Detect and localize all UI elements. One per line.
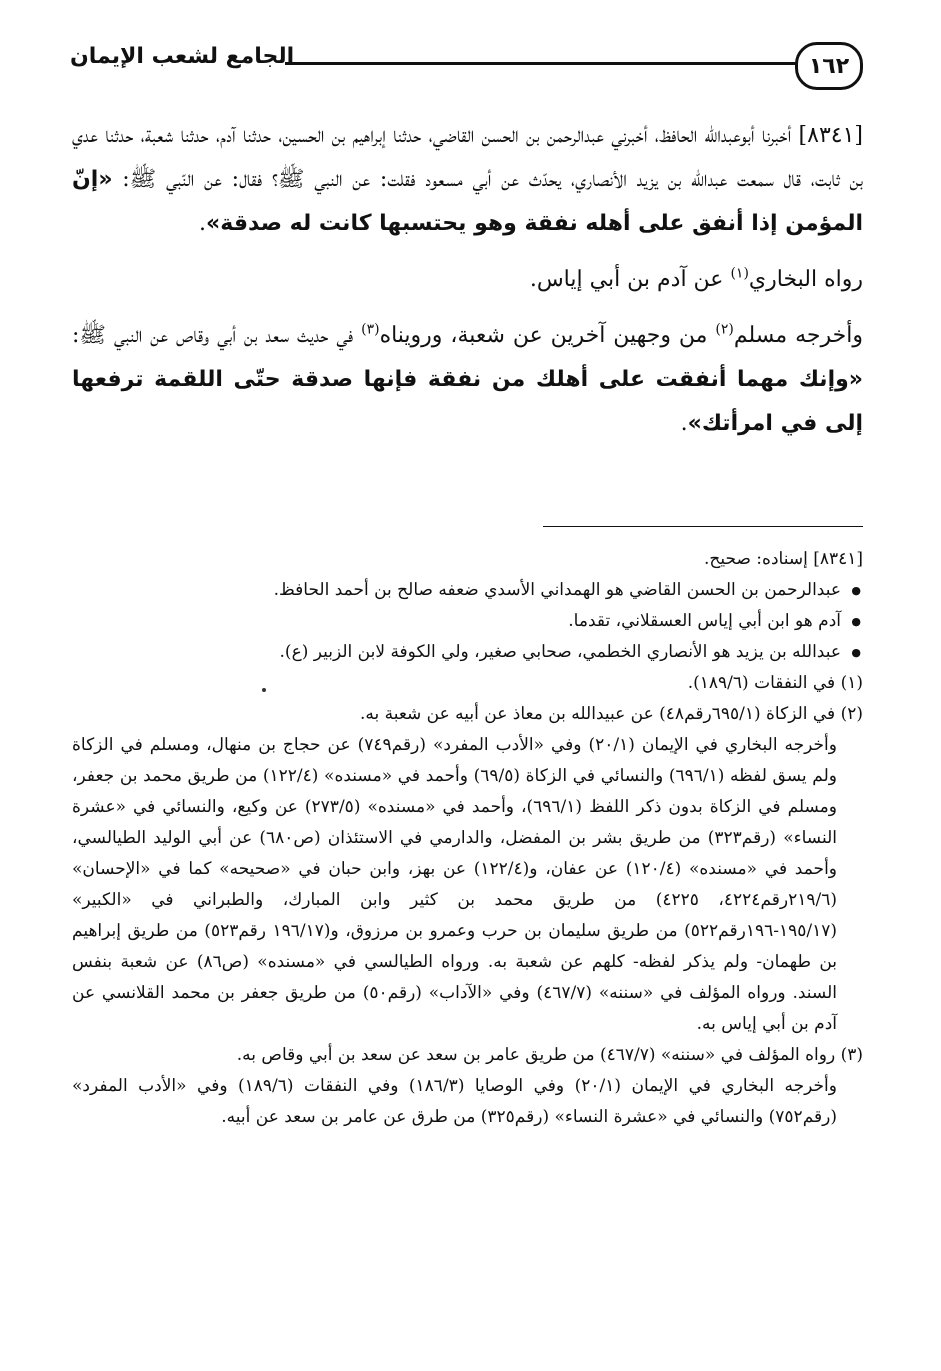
footnotes (72, 544, 863, 1133)
page-header (70, 40, 863, 96)
narrator-note: ● عبدالله بن يزيد هو الأنصاري الخطمي، صحابي صغير، ولي الكوفة لابن الزبير (ع). (72, 637, 841, 668)
footnote-3-head: (٣) رواه المؤلف في «سننه» (٤٦٧/٧) من طريق عامر بن سعد عن سعد بن أبي وقاص به. (236, 1045, 863, 1065)
footnote-ref-3[interactable]: (٣) (361, 321, 380, 338)
main-text (72, 114, 863, 458)
isnad-note: [٨٣٤١] إسناده: صحيح. (703, 549, 863, 569)
muslim-end: . (680, 411, 688, 436)
narrator-note: ● عبدالرحمن بن الحسن القاضي هو الهمداني الأسدي ضعفه صالح بن أحمد الحافظ. (72, 575, 841, 606)
hadith-paragraph (72, 114, 863, 246)
header-divider (285, 62, 801, 65)
narrator-note: ● آدم هو ابن أبي إياس العسقلاني، تقدما. (72, 606, 841, 637)
bukhari-text-end: عن آدم بن أبي إياس. (529, 267, 724, 292)
print-speck (262, 688, 266, 692)
footnote-1: (١) في النفقات (١٨٩/٦). (687, 673, 863, 693)
muslim-text-2: من وجهين آخرين عن شعبة، ورويناه (379, 323, 708, 348)
footnote-ref-2[interactable]: (٢) (715, 321, 734, 338)
page-number: ١٦٢ (795, 42, 863, 90)
footnote-2-body: وأخرجه البخاري في الإيمان (٢٠/١) وفي «الأدب المفرد» (رقم٧٤٩) عن حجاج بن منهال، ومسلم في الزكاة ولم يسق لفظه (٦٩٦/١) والنسائي في الزكاة (٦٩/٥) وأحمد في «مسنده» (١٢٢/٤) من طريق محمد بن جعفر، ومسلم في الزكاة بدون ذكر اللفظ (٦٩٦/١)، وأحمد في «مسنده» (٢٧٣/٥) عن وكيع، والنسائي في «عشرة النساء» (رقم٣٢٣) من طريق بشر بن المفضل، والدارمي في الاستئذان (ص٦٨٠) عن أبي الوليد الطيالسي، وأحمد في «مسنده» (١٢٠/٤) عن عفان، و(١٢٢/٤) عن بهز، وابن حبان في «صحيحه» كما في «الإحسان» (٢١٩/٦رقم٤٢٢٤، ٤٢٢٥) من طريق محمد بن كثير وابن المبارك، والطبراني في «الكبير» (١٩٥/١٧-١٩٦رقم٥٢٢) من طريق سليمان بن حرب وعمرو بن مرزوق، و(١٩٦/١٧ رقم٥٢٣) من طريق إبراهيم بن طهمان- ولم يذكر لفظه- كلهم عن شعبة به. ورواه الطيالسي في «مسنده» (ص٨٦) عن شعبة بنفس السند. ورواه المؤلف في «سننه» (٤٦٧/٧) وفي «الآداب» (رقم٥٠) من طريق جعفر بن محمد القلانسي عن آدم بن أبي إياس به. (72, 735, 838, 1034)
book-title: الجامع لشعب الإيمان (70, 44, 295, 69)
footnote-2-head: (٢) في الزكاة (٦٩٥/١رقم٤٨) عن عبيدالله بن معاذ عن أبيه عن شعبة به. (359, 704, 863, 724)
narrator-list (72, 575, 863, 668)
footnote-separator (543, 526, 863, 527)
bukhari-text: رواه البخاري (748, 267, 863, 292)
hadith-quote: «إنّ المؤمن إذا أنفق على أهله نفقة وهو يحتسبها كانت له صدقة» (72, 167, 863, 236)
muslim-quote: «وإنك مهما أنفقت على أهلك من نفقة فإنها صدقة حتّى اللقمة ترفعها إلى في امرأتك» (72, 367, 863, 436)
bukhari-paragraph (72, 258, 863, 302)
hadith-end: . (199, 211, 207, 236)
footnote-ref-1[interactable]: (١) (730, 265, 749, 282)
hadith-chain: [٨٣٤١] أخبرنا أبوعبدالله الحافظ، أخبرني عبدالرحمن بن الحسن القاضي، حدثنا إبراهيم بن الحسين، حدثنا آدم، حدثنا شعبة، حدثنا عدي بن ثابت، قال سمعت عبدالله بن يزيد الأنصاري، يحدّث عن أبي مسعود فقلت: عن النبي ﷺ؟ فقال: عن النّبي ﷺ: (72, 123, 863, 192)
muslim-text: وأخرجه مسلم (733, 323, 863, 348)
footnote-3-body: وأخرجه البخاري في الإيمان (٢٠/١) وفي الوصايا (١٨٦/٣) وفي النفقات (١٨٩/٦) وفي «الأدب المفرد» (رقم٧٥٢) والنسائي في «عشرة النساء» (رقم٣٢٥) من طرق عن عامر بن سعد عن أبيه. (72, 1076, 837, 1127)
muslim-paragraph (72, 314, 863, 446)
muslim-text-3: في حديث سعد بن أبي وقاص عن النبي ﷺ: (72, 323, 354, 348)
